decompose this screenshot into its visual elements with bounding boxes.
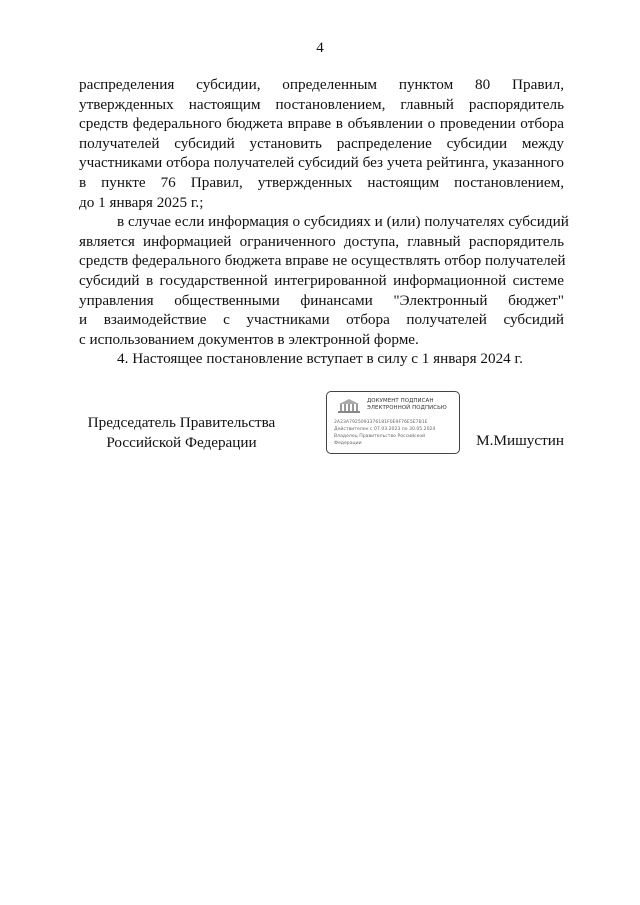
text-line: участниками отбора получателей субсидий без учета рейтинга, указанного xyxy=(79,154,564,172)
document-body xyxy=(79,75,569,369)
text-line: получателей субсидий установить распределение субсидии между xyxy=(79,134,564,152)
text-line: является информацией ограниченного доступа, главный распорядитель xyxy=(79,232,564,250)
paragraph-2 xyxy=(79,212,569,349)
text-line: управления общественными финансами "Электронный бюджет" xyxy=(79,291,564,309)
text-line: с использованием документов в электронной форме. xyxy=(79,330,419,348)
text-line: в случае если информация о субсидиях и (или) получателях субсидий xyxy=(117,213,569,231)
certificate-owner-line-2: Федерации xyxy=(334,441,362,446)
text-line: утвержденных настоящим постановлением, главный распорядитель xyxy=(79,95,564,113)
stamp-title xyxy=(367,398,459,412)
certificate-validity: Действителен с 07.03.2023 по 30.05.2024 xyxy=(334,427,436,432)
text-line: распределения субсидии, определенным пунктом 80 Правил, xyxy=(79,76,564,93)
signatory-title-line-1: Председатель Правительства xyxy=(87,414,276,431)
clause-4-text: 4. Настоящее постановление вступает в силу с 1 января 2024 г. xyxy=(117,350,523,368)
signatory-title xyxy=(79,413,284,453)
stamp-title-line-2: ЭЛЕКТРОННОЙ ПОДПИСЬЮ xyxy=(367,405,447,411)
certificate-owner: Владелец Правительство Российской xyxy=(334,434,426,439)
signatory-title-line-2: Российской Федерации xyxy=(106,434,257,451)
electronic-signature-stamp xyxy=(326,391,460,454)
text-line: средств федерального бюджета вправе не осуществлять отбор получателей xyxy=(79,252,566,270)
stamp-title-line-1: ДОКУМЕНТ ПОДПИСАН xyxy=(367,398,434,404)
text-line: субсидий в государственной интегрированной информационной системе xyxy=(79,271,564,289)
paragraph-1 xyxy=(79,75,564,212)
text-line: и взаимодействие с участниками отбора получателей субсидий xyxy=(79,311,564,329)
text-line: в пункте 76 Правил, утвержденных настоящим постановлением, xyxy=(79,173,564,191)
coat-of-arms-icon xyxy=(337,398,361,414)
signatory-name: М.Мишустин xyxy=(476,432,564,449)
page-number: 4 xyxy=(316,40,324,56)
text-line: средств федерального бюджета вправе в объявлении о проведении отбора xyxy=(79,115,564,133)
certificate-number: 2A23A7925093376181F0E9F76E5E7B1E xyxy=(334,420,428,425)
paragraph-3 xyxy=(79,349,564,369)
text-line: до 1 января 2025 г.; xyxy=(79,193,204,211)
